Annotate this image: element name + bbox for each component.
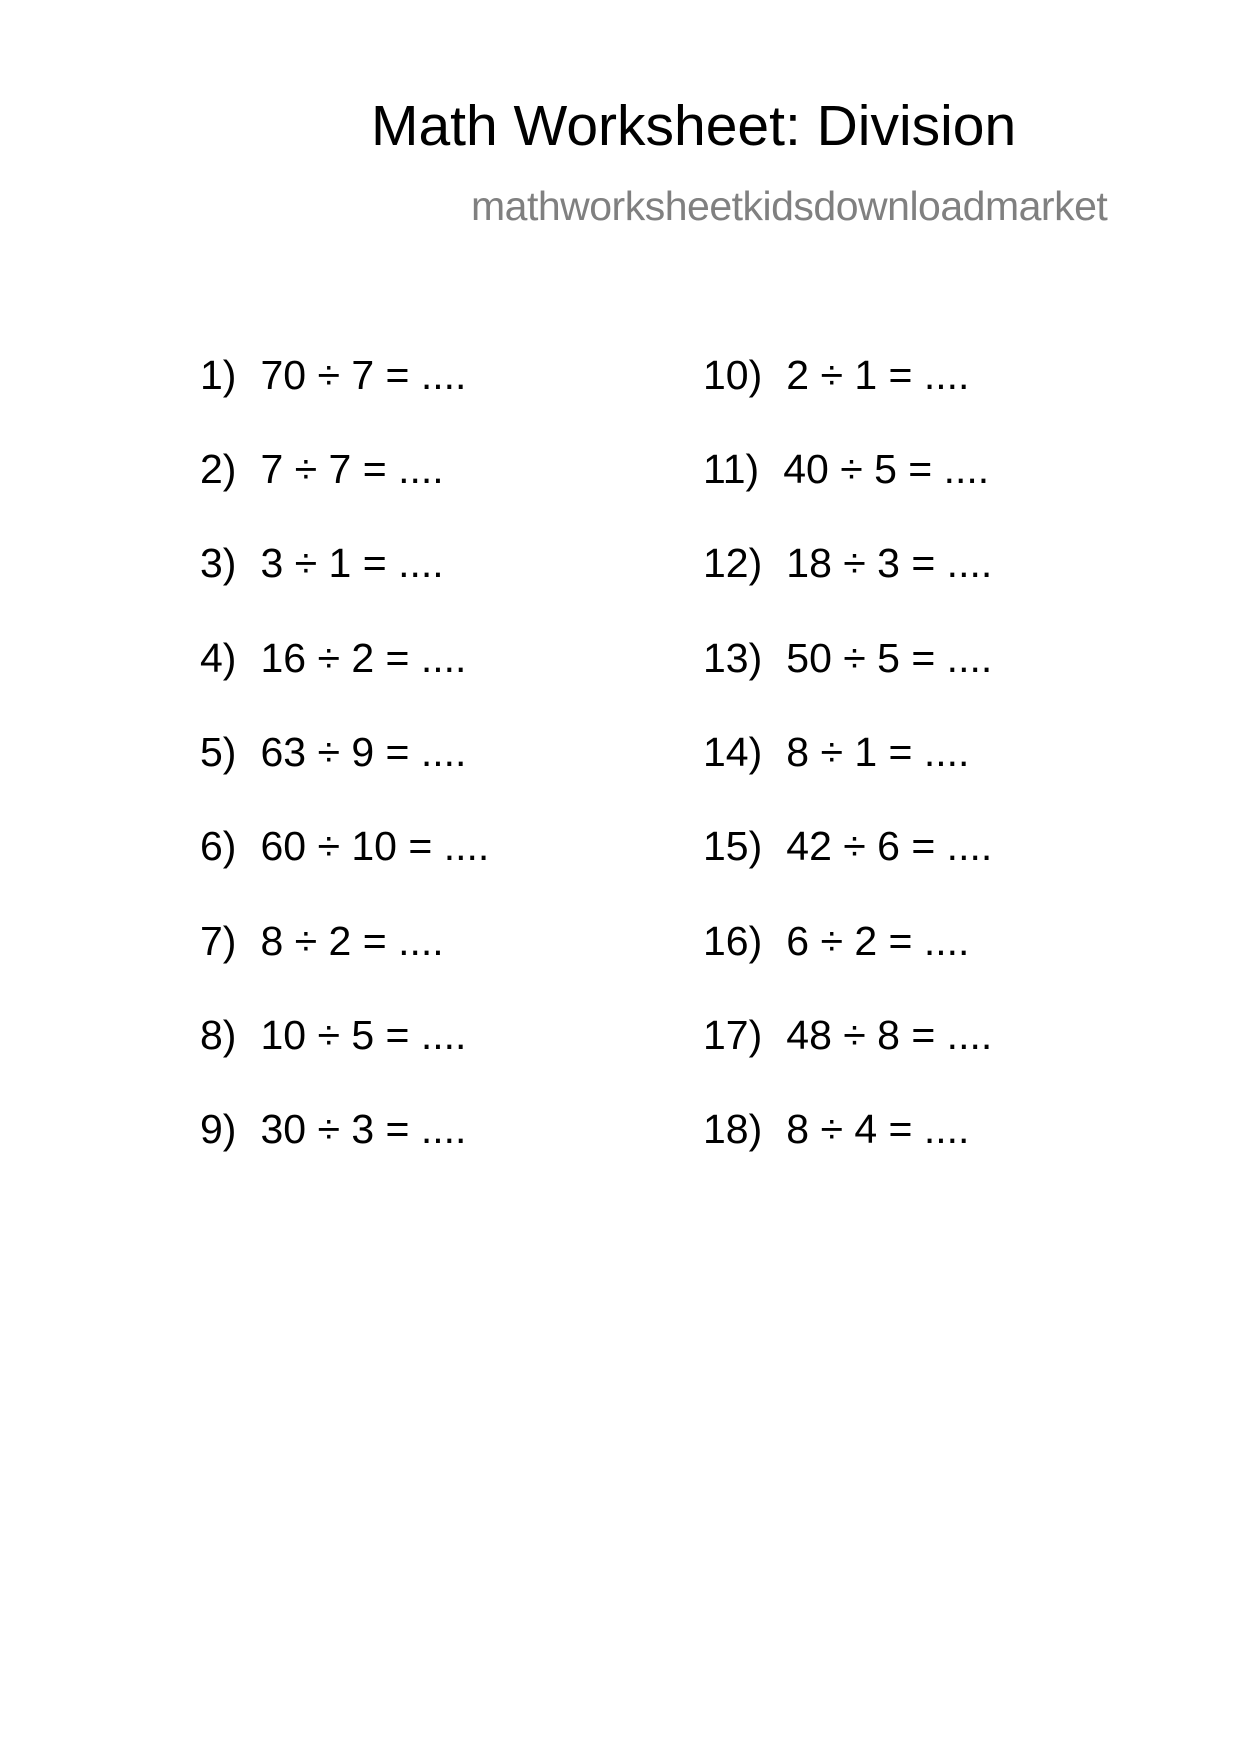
problem-expression: 60 ÷ 10 = .... bbox=[260, 823, 490, 869]
worksheet-title: Math Worksheet: Division bbox=[371, 94, 1017, 158]
problem-expression: 18 ÷ 3 = .... bbox=[786, 540, 993, 586]
problem-number: 8) bbox=[200, 1012, 237, 1058]
worksheet-subtitle: mathworksheetkidsdownloadmarket bbox=[471, 183, 1108, 229]
problem-expression: 3 ÷ 1 = .... bbox=[260, 540, 444, 586]
problem-expression: 8 ÷ 2 = .... bbox=[260, 918, 444, 964]
problem-expression: 7 ÷ 7 = .... bbox=[260, 446, 444, 492]
problem-number: 17) bbox=[703, 1012, 763, 1058]
problem-item bbox=[200, 635, 467, 681]
problem-expression: 50 ÷ 5 = .... bbox=[786, 635, 993, 681]
problem-number: 18) bbox=[703, 1106, 763, 1152]
problem-expression: 8 ÷ 4 = .... bbox=[786, 1106, 970, 1152]
problem-item bbox=[200, 352, 467, 398]
problem-number: 1) bbox=[200, 352, 237, 398]
problem-item bbox=[703, 446, 990, 492]
problem-item bbox=[200, 446, 444, 492]
problem-item bbox=[200, 918, 444, 964]
problem-item bbox=[703, 1106, 970, 1152]
problem-expression: 42 ÷ 6 = .... bbox=[786, 823, 993, 869]
problem-item bbox=[200, 540, 444, 586]
problem-item bbox=[703, 918, 970, 964]
problem-expression: 40 ÷ 5 = .... bbox=[783, 446, 990, 492]
problem-expression: 30 ÷ 3 = .... bbox=[260, 1106, 467, 1152]
problem-expression: 2 ÷ 1 = .... bbox=[786, 352, 970, 398]
problem-number: 14) bbox=[703, 729, 763, 775]
problem-number: 10) bbox=[703, 352, 763, 398]
problem-number: 6) bbox=[200, 823, 237, 869]
problem-expression: 8 ÷ 1 = .... bbox=[786, 729, 970, 775]
problem-number: 7) bbox=[200, 918, 237, 964]
problem-number: 15) bbox=[703, 823, 763, 869]
problem-number: 2) bbox=[200, 446, 237, 492]
problem-expression: 48 ÷ 8 = .... bbox=[786, 1012, 993, 1058]
problem-expression: 70 ÷ 7 = .... bbox=[260, 352, 467, 398]
problem-item bbox=[703, 352, 970, 398]
problem-item bbox=[200, 1106, 467, 1152]
problem-item bbox=[200, 729, 467, 775]
problem-number: 5) bbox=[200, 729, 237, 775]
problem-expression: 6 ÷ 2 = .... bbox=[786, 918, 970, 964]
problem-number: 4) bbox=[200, 635, 237, 681]
problem-number: 9) bbox=[200, 1106, 237, 1152]
problem-number: 12) bbox=[703, 540, 763, 586]
problem-number: 13) bbox=[703, 635, 763, 681]
problem-expression: 10 ÷ 5 = .... bbox=[260, 1012, 467, 1058]
problem-item bbox=[703, 729, 970, 775]
problem-number: 11) bbox=[703, 446, 760, 492]
problem-number: 3) bbox=[200, 540, 237, 586]
problem-item bbox=[703, 823, 993, 869]
problem-item bbox=[703, 635, 993, 681]
problem-expression: 16 ÷ 2 = .... bbox=[260, 635, 467, 681]
problem-item bbox=[200, 1012, 467, 1058]
problem-item bbox=[200, 823, 490, 869]
problem-expression: 63 ÷ 9 = .... bbox=[260, 729, 467, 775]
problem-number: 16) bbox=[703, 918, 763, 964]
problem-item bbox=[703, 1012, 993, 1058]
problem-item bbox=[703, 540, 993, 586]
